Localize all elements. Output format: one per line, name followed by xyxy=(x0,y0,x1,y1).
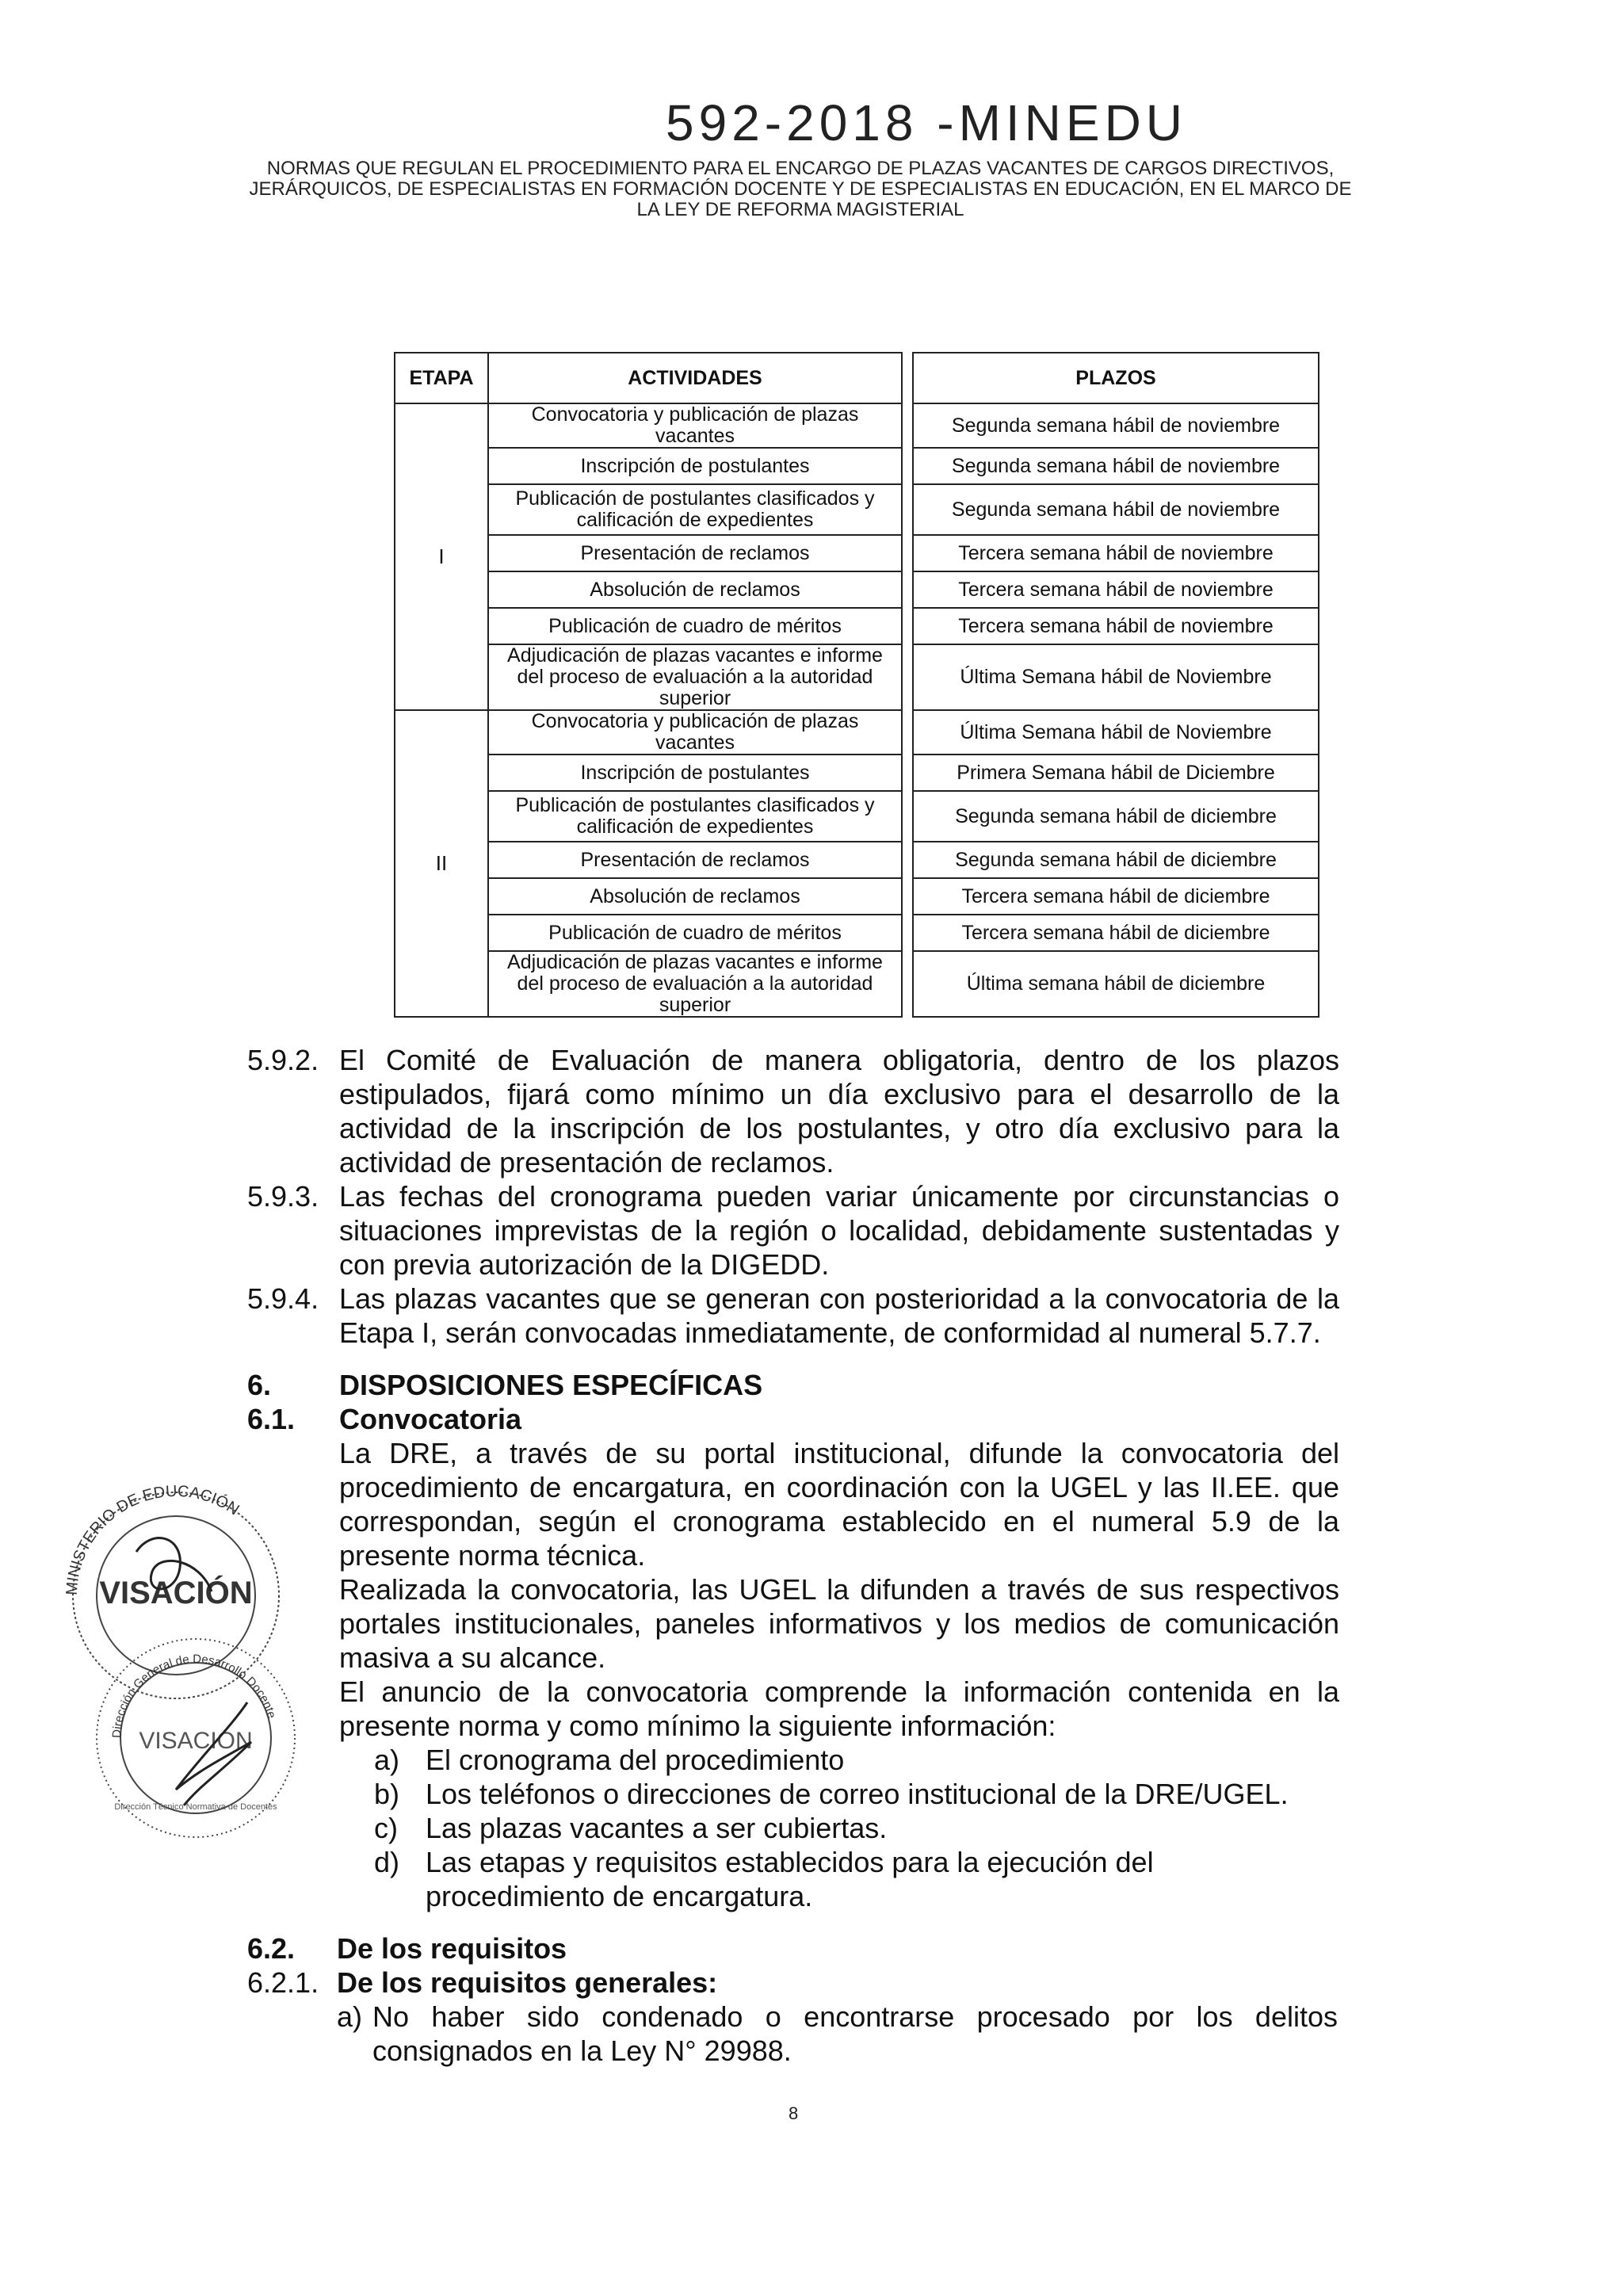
activity-cell: Convocatoria y publicación de plazas vacantes xyxy=(488,403,902,448)
section-title-6-2: De los requisitos xyxy=(337,1932,567,1965)
header-activities: ACTIVIDADES xyxy=(488,353,902,403)
document-header: NORMAS QUE REGULAN EL PROCEDIMIENTO PARA EL ENCARGO DE PLAZAS VACANTES DE CARGOS DIRECTIVOS, JERÁRQUICOS, DE ESPECIALISTAS EN FORMACIÓN DOCENTE Y DE ESPECIALISTAS EN EDUCACIÓN, EN EL MARCO DE LA LEY DE REFORMA MAGISTERIAL xyxy=(249,158,1352,220)
activity-cell: Presentación de reclamos xyxy=(488,535,902,571)
activity-cell: Publicación de postulantes clasificados y calificación de expedientes xyxy=(488,484,902,535)
list-item-letter: d) xyxy=(374,1846,400,1878)
list-item-text: Las plazas vacantes a ser cubiertas. xyxy=(426,1812,888,1844)
list-item-text: Los teléfonos o direcciones de correo institucional de la DRE/UGEL. xyxy=(426,1778,1289,1810)
table-row xyxy=(395,878,1319,915)
section-number-5-9-3: 5.9.3. xyxy=(247,1180,319,1213)
list-item-letter: b) xyxy=(374,1778,400,1810)
activity-cell: Publicación de cuadro de méritos xyxy=(488,608,902,644)
table-row xyxy=(395,484,1319,535)
table-row xyxy=(395,535,1319,571)
table-row xyxy=(395,842,1319,878)
activity-cell: Adjudicación de plazas vacantes e informe del proceso de evaluación a la autoridad superior xyxy=(488,644,902,710)
term-cell: Tercera semana hábil de diciembre xyxy=(913,915,1319,951)
list-item-letter: c) xyxy=(374,1812,398,1844)
table-row xyxy=(395,403,1319,448)
table-row xyxy=(395,755,1319,791)
table-header-row xyxy=(395,353,1319,403)
term-cell: Tercera semana hábil de noviembre xyxy=(913,571,1319,608)
table-row xyxy=(395,608,1319,644)
term-cell: Segunda semana hábil de noviembre xyxy=(913,484,1319,535)
list-item-letter: a) xyxy=(374,1744,400,1776)
term-cell: Segunda semana hábil de noviembre xyxy=(913,403,1319,448)
list-item-letter: a) xyxy=(337,2000,363,2033)
activity-cell: Adjudicación de plazas vacantes e informe del proceso de evaluación a la autoridad superior xyxy=(488,951,902,1017)
stage-label: I xyxy=(395,403,488,710)
list-item-text: No haber sido condenado o encontrarse procesado por los delitos consignados en la Ley N° 29988. xyxy=(372,2000,1338,2067)
table-row xyxy=(395,710,1319,755)
activity-cell: Convocatoria y publicación de plazas vacantes xyxy=(488,710,902,755)
table-row xyxy=(395,448,1319,484)
activity-cell: Publicación de postulantes clasificados y calificación de expedientes xyxy=(488,791,902,842)
term-cell: Última Semana hábil de Noviembre xyxy=(913,644,1319,710)
svg-text:Dirección General de Desarroll xyxy=(110,1652,279,1738)
document-number: 592-2018 -MINEDU xyxy=(666,94,1187,151)
list-item-text: El cronograma del procedimiento xyxy=(426,1744,845,1776)
term-cell: Segunda semana hábil de diciembre xyxy=(913,791,1319,842)
section-number-6-2: 6.2. xyxy=(247,1932,296,1965)
section-title-6: DISPOSICIONES ESPECÍFICAS xyxy=(339,1369,763,1401)
table-row xyxy=(395,571,1319,608)
stamp-inner-word: VISACIÓN xyxy=(139,1728,253,1754)
section-number-6-1: 6.1. xyxy=(247,1403,296,1435)
stamp-outer-ring-text: MINISTERIO DE EDUCACIÓN xyxy=(63,1482,242,1596)
section-number-6-2-1: 6.2.1. xyxy=(247,1966,319,1999)
section-number-5-9-4: 5.9.4. xyxy=(247,1282,319,1315)
term-cell: Tercera semana hábil de noviembre xyxy=(913,535,1319,571)
activity-cell: Inscripción de postulantes xyxy=(488,755,902,791)
schedule-table xyxy=(394,352,1319,1018)
activity-cell: Presentación de reclamos xyxy=(488,842,902,878)
term-cell: Segunda semana hábil de noviembre xyxy=(913,448,1319,484)
header-terms: PLAZOS xyxy=(913,353,1319,403)
section-number-5-9-2: 5.9.2. xyxy=(247,1044,319,1076)
term-cell: Tercera semana hábil de noviembre xyxy=(913,608,1319,644)
section-6-1-paragraph-3: El anuncio de la convocatoria comprende la información contenida en la presente norma y como mínimo la siguiente información: xyxy=(339,1675,1339,1742)
activity-cell: Absolución de reclamos xyxy=(488,571,902,608)
activity-cell: Absolución de reclamos xyxy=(488,878,902,915)
stamp-outer-word: VISACIÓN xyxy=(99,1576,253,1610)
visa-stamp xyxy=(41,1457,303,1861)
page-number: 8 xyxy=(789,2103,799,2123)
list-item-text: Las etapas y requisitos establecidos para la ejecución del procedimiento de encargatura. xyxy=(426,1846,1154,1912)
stamp-inner-ring-text: Dirección General de Desarrollo Docente xyxy=(109,1652,279,1739)
section-6-1-paragraph-1: La DRE, a través de su portal institucional, difunde la convocatoria del procedimiento de encargatura, en coordinación con la UGEL y las II.EE. que correspondan, según el cronograma establecido en el numeral 5.9 de la presente norma técnica. xyxy=(339,1437,1339,1572)
term-cell: Primera Semana hábil de Diciembre xyxy=(913,755,1319,791)
activity-cell: Inscripción de postulantes xyxy=(488,448,902,484)
section-text-5-9-3: Las fechas del cronograma pueden variar únicamente por circunstancias o situaciones imprevistas de la región o localidad, debidamente sustentadas y con previa autorización de la DIGEDD. xyxy=(339,1180,1339,1281)
stamp-inner-bottom-text: Dirección Técnico Normativa de Docentes xyxy=(114,1802,277,1812)
term-cell: Segunda semana hábil de diciembre xyxy=(913,842,1319,878)
header-stage: ETAPA xyxy=(395,353,488,403)
stage-label: II xyxy=(395,710,488,1017)
table-row xyxy=(395,915,1319,951)
section-number-6: 6. xyxy=(247,1369,272,1401)
section-text-5-9-4: Las plazas vacantes que se generan con posterioridad a la convocatoria de la Etapa I, serán convocadas inmediatamente, de conformidad al numeral 5.7.7. xyxy=(339,1282,1339,1349)
section-title-6-2-1: De los requisitos generales: xyxy=(337,1966,718,1999)
table-row xyxy=(395,791,1319,842)
term-cell: Última semana hábil de diciembre xyxy=(913,951,1319,1017)
term-cell: Tercera semana hábil de diciembre xyxy=(913,878,1319,915)
term-cell: Última Semana hábil de Noviembre xyxy=(913,710,1319,755)
section-text-5-9-2: El Comité de Evaluación de manera obligatoria, dentro de los plazos estipulados, fijará como mínimo un día exclusivo para el desarrollo de la actividad de la inscripción de los postulantes, y otro día exclusivo para la actividad de presentación de reclamos. xyxy=(339,1044,1339,1179)
section-6-1-paragraph-2: Realizada la convocatoria, las UGEL la difunden a través de sus respectivos portales institucionales, paneles informativos y los medios de comunicación masiva a su alcance. xyxy=(339,1573,1339,1674)
table-row xyxy=(395,951,1319,1017)
table-row xyxy=(395,644,1319,710)
section-title-6-1: Convocatoria xyxy=(339,1403,522,1435)
activity-cell: Publicación de cuadro de méritos xyxy=(488,915,902,951)
